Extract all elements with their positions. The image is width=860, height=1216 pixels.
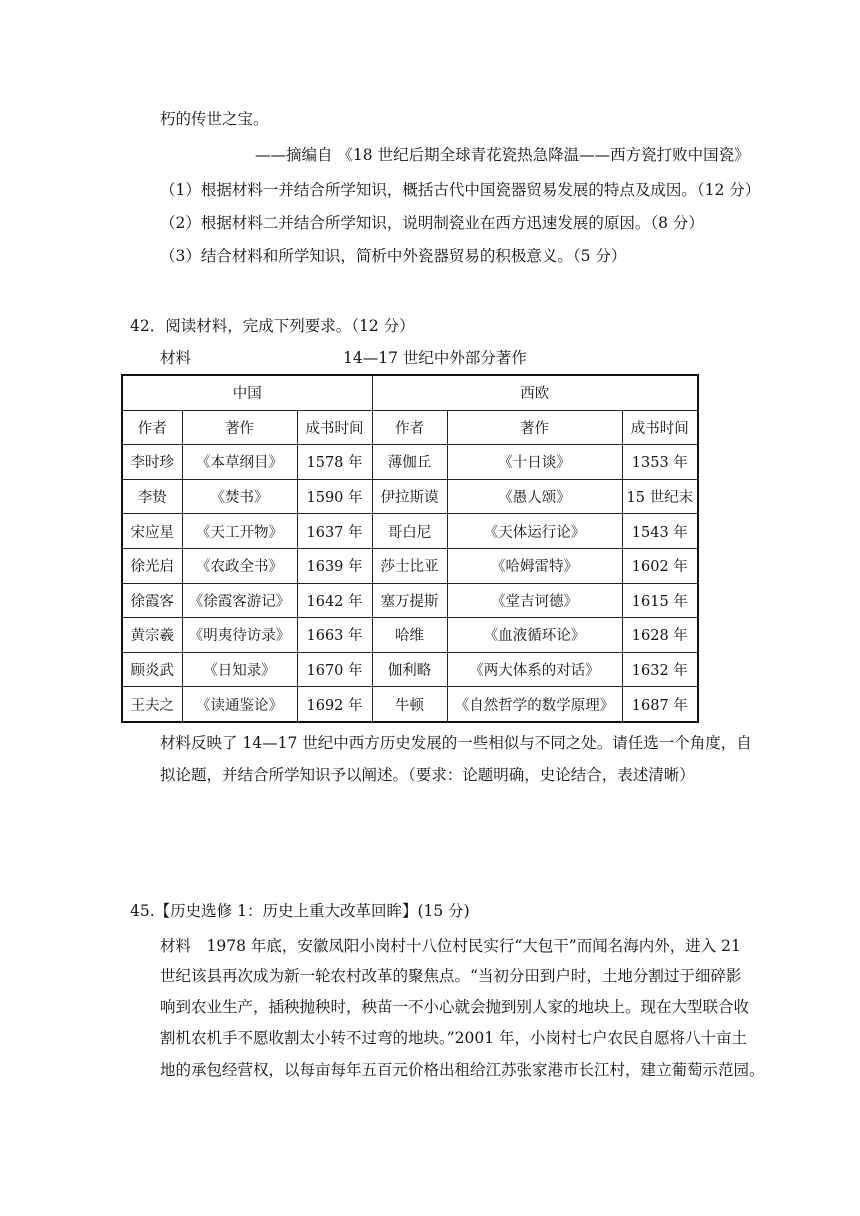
q45-line-1: 材料 1978 年底，安徽凤阳小岗村十八位村民实行“大包干”而闻名海内外，进入 21	[160, 937, 741, 955]
cell: 1628 年	[622, 618, 698, 653]
header-cell: 作者	[122, 410, 182, 445]
q42-heading: 42．阅读材料，完成下列要求。（12 分）	[130, 317, 415, 335]
cell: 《堂吉诃德》	[447, 583, 622, 618]
cell: 《读通鉴论》	[182, 687, 297, 722]
question-1: （1）根据材料一并结合所学知识，概括古代中国瓷器贸易发展的特点及成因。（12 分）	[160, 181, 761, 199]
cell: 哥白尼	[372, 514, 447, 549]
cell: 徐霞客	[122, 583, 182, 618]
cell: 李时珍	[122, 445, 182, 480]
table-row	[122, 479, 698, 514]
cell: 《十日谈》	[447, 445, 622, 480]
cell: 莎士比亚	[372, 548, 447, 583]
cell: 1637 年	[297, 514, 372, 549]
table-row	[122, 687, 698, 722]
cell: 1578 年	[297, 445, 372, 480]
cell: 1602 年	[622, 548, 698, 583]
cell: 《天体运行论》	[447, 514, 622, 549]
cell: 《两大体系的对话》	[447, 652, 622, 687]
cell: 1590 年	[297, 479, 372, 514]
table-row	[122, 445, 698, 480]
header-cell: 成书时间	[297, 410, 372, 445]
cell: 1692 年	[297, 687, 372, 722]
cell: 1642 年	[297, 583, 372, 618]
cell: 宋应星	[122, 514, 182, 549]
q45-line-3: 响到农业生产，插秧抛秧时，秧苗一不小心就会抛到别人家的地块上。现在大型联合收	[160, 998, 750, 1016]
column-header-row	[122, 410, 698, 445]
cell: 《愚人颂》	[447, 479, 622, 514]
cell: 《血液循环论》	[447, 618, 622, 653]
table-row	[122, 652, 698, 687]
cell: 徐光启	[122, 548, 182, 583]
cell: 1639 年	[297, 548, 372, 583]
header-cell: 著作	[447, 410, 622, 445]
question-2: （2）根据材料二并结合所学知识，说明制瓷业在西方迅速发展的原因。（8 分）	[160, 214, 704, 232]
cell: 1615 年	[622, 583, 698, 618]
group-header-row	[122, 375, 698, 410]
cell: 塞万提斯	[372, 583, 447, 618]
q45-heading: 45.【历史选修 1：历史上重大改革回眸】(15 分)	[130, 902, 470, 920]
q45-line-2: 世纪该县再次成为新一轮农村改革的聚焦点。“当初分田到户时，土地分割过于细碎影	[160, 967, 742, 985]
cell: 王夫之	[122, 687, 182, 722]
cell: 《哈姆雷特》	[447, 548, 622, 583]
cell: 《天工开物》	[182, 514, 297, 549]
cell: 1687 年	[622, 687, 698, 722]
cell: 1543 年	[622, 514, 698, 549]
q42-prompt-line-2: 拟论题，并结合所学知识予以阐述。（要求：论题明确，史论结合，表述清晰）	[160, 766, 695, 784]
table-row	[122, 514, 698, 549]
material-label: 材料	[160, 349, 192, 367]
cell: 1632 年	[622, 652, 698, 687]
question-3: （3）结合材料和所学知识，简析中外瓷器贸易的积极意义。（5 分）	[160, 247, 627, 265]
table-title: 14—17 世纪中外部分著作	[343, 349, 527, 367]
q42-prompt-line-1: 材料反映了 14—17 世纪中西方历史发展的一些相似与不同之处。请任选一个角度，自	[160, 734, 752, 752]
cell: 《徐霞客游记》	[182, 583, 297, 618]
table-row	[122, 583, 698, 618]
cell: 伊拉斯谟	[372, 479, 447, 514]
cell: 《明夷待访录》	[182, 618, 297, 653]
cell: 1670 年	[297, 652, 372, 687]
header-cell: 著作	[182, 410, 297, 445]
cell: 1353 年	[622, 445, 698, 480]
q45-line-5: 地的承包经营权，以每亩每年五百元价格出租给江苏张家港市长江村，建立葡萄示范园。	[160, 1061, 765, 1079]
cell: 1663 年	[297, 618, 372, 653]
q45-line-4: 割机农机手不愿收割太小转不过弯的地块。”2001 年，小岗村七户农民自愿将八十亩土	[160, 1029, 748, 1047]
cell: 《农政全书》	[182, 548, 297, 583]
cell: 《日知录》	[182, 652, 297, 687]
works-table	[121, 374, 699, 723]
cell: 顾炎武	[122, 652, 182, 687]
cell: 牛顿	[372, 687, 447, 722]
cell: 《本草纲目》	[182, 445, 297, 480]
group-west: 西欧	[372, 375, 698, 410]
cell: 李贽	[122, 479, 182, 514]
header-cell: 作者	[372, 410, 447, 445]
table-row	[122, 618, 698, 653]
cell: 哈维	[372, 618, 447, 653]
cell: 《自然哲学的数学原理》	[447, 687, 622, 722]
cell: 薄伽丘	[372, 445, 447, 480]
source-citation: ——摘编自 《18 世纪后期全球青花瓷热急降温——西方瓷打败中国瓷》	[255, 146, 750, 164]
cell: 《焚书》	[182, 479, 297, 514]
cell: 伽利略	[372, 652, 447, 687]
cell: 黄宗羲	[122, 618, 182, 653]
group-china: 中国	[122, 375, 372, 410]
table-row	[122, 548, 698, 583]
header-cell: 成书时间	[622, 410, 698, 445]
fragment-line: 朽的传世之宝。	[160, 110, 269, 128]
cell: 15 世纪末	[622, 479, 698, 514]
